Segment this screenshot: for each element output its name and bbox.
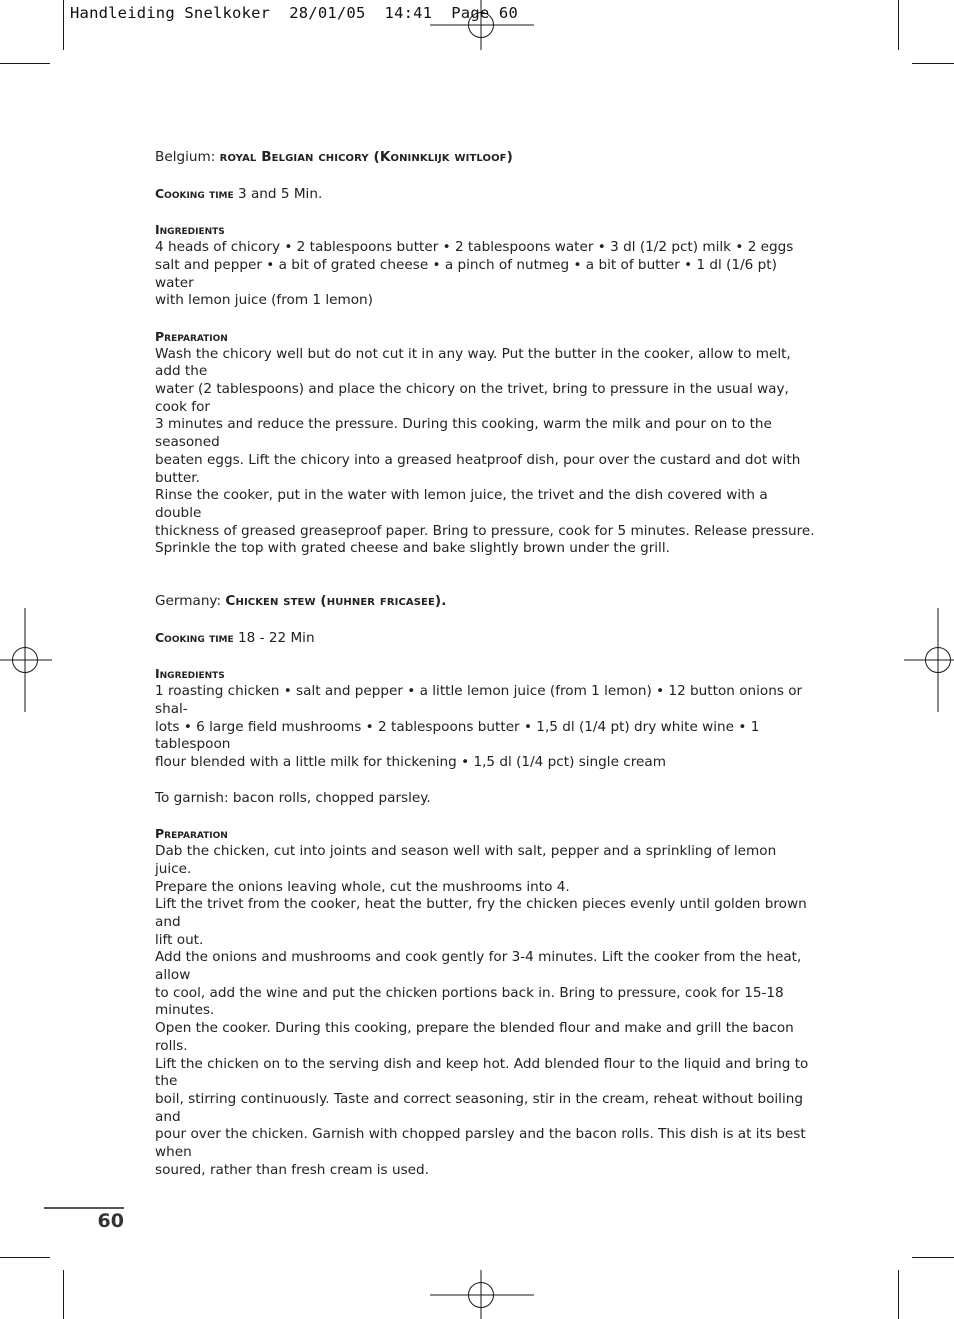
recipe1-title: royal Belgian chicory (Koninklijk witloof) xyxy=(219,149,513,165)
preparation-heading: Preparation xyxy=(155,328,228,344)
crop-mark xyxy=(0,1257,50,1258)
crop-mark xyxy=(63,1270,64,1319)
ingredients-line: lots • 6 large field mushrooms • 2 tablespoons butter • 1,5 dl (1/4 pt) dry white wine • 1 tablespoon xyxy=(155,718,760,753)
ingredients-line: 4 heads of chicory • 2 tablespoons butter • 2 tablespoons water • 3 dl (1/2 pct) milk • 2 eggs xyxy=(155,239,794,256)
recipe1-title-line xyxy=(155,149,815,167)
preparation-line: Lift the trivet from the cooker, heat the butter, fry the chicken pieces evenly until golden brown and xyxy=(155,896,807,930)
recipe2-cooking-time xyxy=(155,629,815,648)
preparation-line: water (2 tablespoons) and place the chicory on the trivet, bring to pressure in the usual way, cook for xyxy=(155,381,789,415)
page-content xyxy=(155,149,815,1179)
cooking-time-label: Cooking time xyxy=(155,185,234,201)
recipe2-title: Chicken stew (huhner fricasee). xyxy=(225,593,447,610)
preparation-line: boil, stirring continuously. Taste and correct seasoning, stir in the cream, reheat without boiling and xyxy=(155,1090,803,1125)
crop-mark xyxy=(912,1257,954,1258)
cooking-time-value: 3 and 5 Min. xyxy=(233,185,323,202)
preparation-line: Wash the chicory well but do not cut it in any way. Put the butter in the cooker, allow to melt, add the xyxy=(155,345,791,380)
ingredients-heading: Ingredients xyxy=(155,666,225,682)
preparation-line: Add the onions and mushrooms and cook gently for 3-4 minutes. Lift the cooker from the heat, allow xyxy=(155,949,802,984)
preparation-line: soured, rather than fresh cream is used. xyxy=(155,1161,429,1178)
preparation-line: pour over the chicken. Garnish with chopped parsley and the bacon rolls. This dish is at its best when xyxy=(155,1126,806,1161)
preparation-line: Prepare the onions leaving whole, cut the mushrooms into 4. xyxy=(155,878,570,895)
preparation-line: Dab the chicken, cut into joints and season well with salt, pepper and a sprinkling of lemon juice. xyxy=(155,843,777,877)
recipe2-country: Germany: xyxy=(155,593,226,610)
ingredients-line: flour blended with a little milk for thickening • 1,5 dl (1/4 pct) single cream xyxy=(155,753,666,770)
registration-mark-bottom xyxy=(430,1270,534,1319)
ingredients-line: with lemon juice (from 1 lemon) xyxy=(155,292,373,309)
preparation-line: thickness of greased greaseproof paper. Bring to pressure, cook for 5 minutes. Release pressure. xyxy=(155,522,815,539)
page-number-rule xyxy=(44,1207,124,1209)
garnish-line: To garnish: bacon rolls, chopped parsley. xyxy=(155,789,431,806)
preparation-line: beaten eggs. Lift the chicory into a greased heatproof dish, pour over the custard and dot with butter. xyxy=(155,451,801,486)
preparation-line: 3 minutes and reduce the pressure. During this cooking, warm the milk and pour on to the seasoned xyxy=(155,416,772,451)
preparation-line: to cool, add the wine and put the chicken portions back in. Bring to pressure, cook for 15-18 minutes. xyxy=(155,984,784,1019)
crop-mark xyxy=(63,0,64,50)
preparation-line: Rinse the cooker, put in the water with lemon juice, the trivet and the dish covered with a double xyxy=(155,487,768,521)
recipe2-title-line xyxy=(155,593,815,611)
cooking-time-label: Cooking time xyxy=(155,629,234,645)
print-slug: Handleiding Snelkoker 28/01/05 14:41 Page 60 xyxy=(70,4,518,22)
crop-mark xyxy=(898,0,899,50)
registration-mark-left xyxy=(0,608,52,712)
preparation-line: lift out. xyxy=(155,931,204,948)
preparation-heading: Preparation xyxy=(155,826,228,842)
ingredients-heading: Ingredients xyxy=(155,222,225,238)
crop-mark xyxy=(898,1270,899,1319)
crop-mark xyxy=(0,63,50,64)
preparation-line: Open the cooker. During this cooking, prepare the blended flour and make and grill the bacon rolls. xyxy=(155,1020,794,1054)
ingredients-line: 1 roasting chicken • salt and pepper • a little lemon juice (from 1 lemon) • 12 button onions or shal- xyxy=(155,683,803,717)
crop-mark xyxy=(912,63,954,64)
registration-mark-right xyxy=(904,608,954,712)
recipe1-country: Belgium: xyxy=(155,149,220,165)
recipe1-cooking-time xyxy=(155,185,815,204)
cooking-time-value: 18 - 22 Min xyxy=(233,629,315,646)
page-number: 60 xyxy=(97,1210,124,1232)
preparation-line: Lift the chicken on to the serving dish and keep hot. Add blended flour to the liquid and bring to the xyxy=(155,1055,809,1090)
preparation-line: Sprinkle the top with grated cheese and bake slightly brown under the grill. xyxy=(155,540,670,557)
ingredients-line: salt and pepper • a bit of grated cheese • a pinch of nutmeg • a bit of butter • 1 dl (1/6 pt) water xyxy=(155,256,777,291)
